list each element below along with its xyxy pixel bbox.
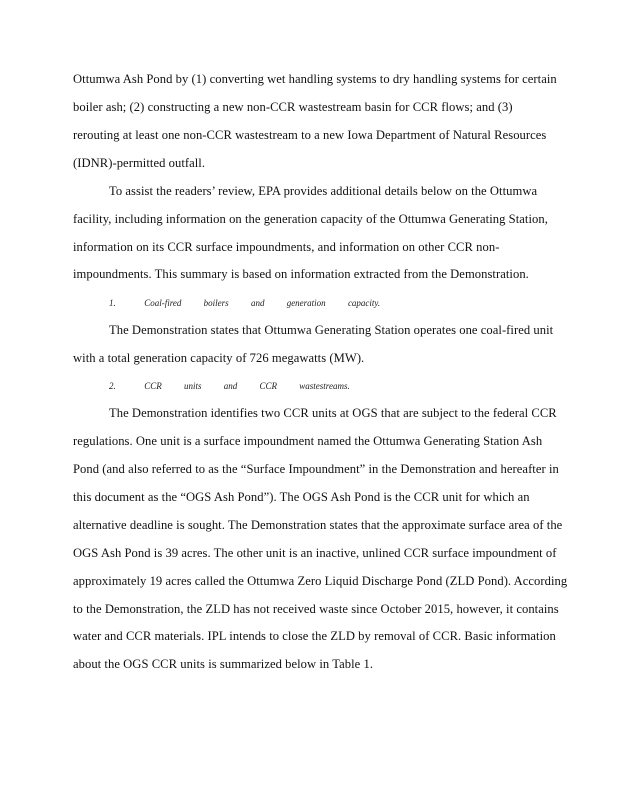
paragraph-line: OGS Ash Pond is 39 acres. The other unit is an inactive, unlined CCR surface impoundment of: [73, 546, 557, 560]
subsection-word: CCR: [144, 381, 162, 391]
subsection-word: and: [223, 381, 238, 391]
subsection-number: 2.: [109, 381, 116, 391]
paragraph-line: The Demonstration identifies two CCR units at OGS that are subject to the federal CCR: [109, 406, 557, 420]
subsection-heading-2: [109, 380, 370, 392]
paragraph-line: approximately 19 acres called the Ottumwa Zero Liquid Discharge Pond (ZLD Pond). According: [73, 574, 568, 588]
paragraph-line: about the OGS CCR units is summarized below in Table 1.: [73, 657, 374, 671]
subsection-heading-1: [109, 297, 400, 309]
paragraph-line: facility, including information on the generation capacity of the Ottumwa Generating Station,: [73, 212, 548, 226]
paragraph-line: Pond (and also referred to as the “Surface Impoundment” in the Demonstration and hereafter in: [73, 462, 559, 476]
paragraph-line: impoundments. This summary is based on information extracted from the Demonstration.: [73, 267, 529, 281]
subsection-word: and: [250, 298, 265, 308]
paragraph-line: rerouting at least one non-CCR wastestream to a new Iowa Department of Natural Resources: [73, 128, 547, 142]
paragraph-line: To assist the readers’ review, EPA provides additional details below on the Ottumwa: [109, 184, 538, 198]
paragraph-line: with a total generation capacity of 726 megawatts (MW).: [73, 351, 365, 365]
subsection-word: units: [184, 381, 202, 391]
subsection-word: CCR: [259, 381, 278, 391]
paragraph-line: regulations. One unit is a surface impoundment named the Ottumwa Generating Station Ash: [73, 434, 543, 448]
paragraph-line: The Demonstration states that Ottumwa Generating Station operates one coal-fired unit: [109, 323, 554, 337]
subsection-number: 1.: [109, 298, 116, 308]
subsection-word: Coal-fired: [144, 298, 182, 308]
paragraph-line: alternative deadline is sought. The Demonstration states that the approximate surface area of the: [73, 518, 563, 532]
paragraph-line: this document as the “OGS Ash Pond”). The OGS Ash Pond is the CCR unit for which an: [73, 490, 530, 504]
paragraph-line: boiler ash; (2) constructing a new non-CCR wastestream basin for CCR flows; and (3): [73, 100, 513, 114]
paragraph-line: (IDNR)-permitted outfall.: [73, 156, 206, 170]
paragraph-line: information on its CCR surface impoundments, and information on other CCR non-: [73, 240, 500, 254]
subsection-word: wastestreams.: [299, 381, 350, 391]
subsection-word: generation: [286, 298, 326, 308]
paragraph-line: Ottumwa Ash Pond by (1) converting wet handling systems to dry handling systems for certain: [73, 72, 557, 86]
subsection-word: capacity.: [347, 298, 381, 308]
paragraph-line: to the Demonstration, the ZLD has not received waste since October 2015, however, it contains: [73, 602, 559, 616]
subsection-word: boilers: [203, 298, 229, 308]
paragraph-line: water and CCR materials. IPL intends to close the ZLD by removal of CCR. Basic information: [73, 629, 556, 643]
